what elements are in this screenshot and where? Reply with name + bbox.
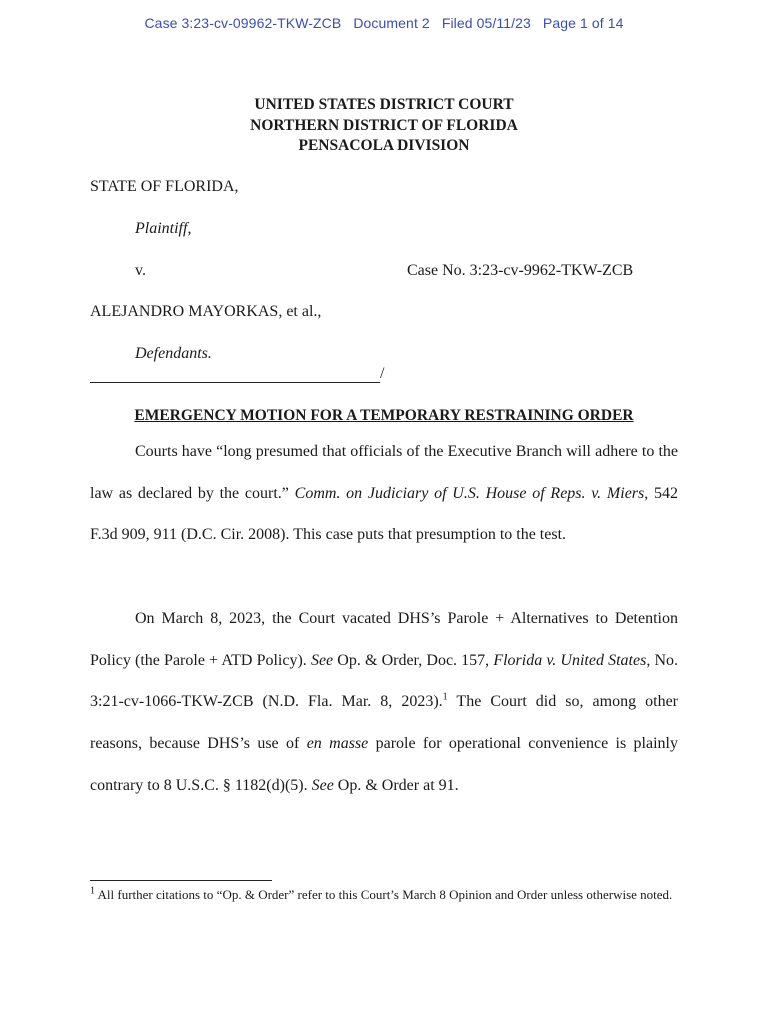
paragraph-2-text-c: , No. 3:21-cv-1066-TKW-ZCB (N.D. Fla. Mar. 8, 2023). <box>90 651 679 711</box>
paragraph-2-text-f: Op. & Order at 91. <box>333 776 459 794</box>
footnote-1 <box>90 886 678 903</box>
plaintiff-role: Plaintiff, <box>135 220 192 237</box>
paragraph-1-text-a: Courts have “long presumed that officials of the Executive Branch will adhere to the law as declared by the court.” <box>90 443 678 502</box>
paragraph-2-text-a: On March 8, 2023, the Court vacated DHS’s Parole + Alternatives to Detention Policy (the Parole + ATD Policy). <box>90 610 678 669</box>
plaintiff-name: STATE OF FLORIDA, <box>90 178 239 195</box>
header-page-number: Page 1 of 14 <box>542 15 624 31</box>
defendant-name: ALEJANDRO MAYORKAS, et al., <box>90 303 322 320</box>
court-district: NORTHERN DISTRICT OF FLORIDA <box>250 116 518 134</box>
motion-title: EMERGENCY MOTION FOR A TEMPORARY RESTRAINING ORDER <box>134 407 634 424</box>
paragraph-1-text-b: , 542 F.3d 909, 911 (D.C. Cir. 2008). This case puts that presumption to the test. <box>90 484 679 544</box>
court-heading <box>0 95 768 157</box>
caption-rule <box>90 382 380 383</box>
case-number: Case No. 3:23-cv-9962-TKW-ZCB <box>407 262 634 279</box>
caption-slash: / <box>380 365 385 382</box>
paragraph-2-text-e: parole for operational convenience is plainly contrary to 8 U.S.C. § 1182(d)(5). <box>90 735 678 794</box>
court-division: PENSACOLA DIVISION <box>298 137 470 154</box>
footnote-reference: 1 <box>442 692 448 704</box>
versus: v. <box>135 262 146 279</box>
paragraph-2-text-b: Op. & Order, Doc. 157, <box>333 651 494 669</box>
header-case-number: Case 3:23-cv-09962-TKW-ZCB <box>144 15 342 31</box>
header-document-number: Document 2 <box>353 15 430 31</box>
citation-florida-v-us: Florida v. United States <box>493 651 647 669</box>
signal-see-1: See <box>310 651 334 669</box>
footnote-text: All further citations to “Op. & Order” refer to this Court’s March 8 Opinion and Order unless otherwise noted. <box>95 887 673 902</box>
header-filed-date: Filed 05/11/23 <box>441 15 531 31</box>
court-name: UNITED STATES DISTRICT COURT <box>254 96 514 113</box>
paragraph-2-text-d: The Court did so, among other reasons, because DHS’s use of <box>90 693 678 753</box>
paragraph-1 <box>90 431 678 556</box>
ecf-header <box>0 15 768 31</box>
footnote-number: 1 <box>90 885 95 897</box>
citation-miers: Comm. on Judiciary of U.S. House of Reps. v. Miers <box>294 484 645 502</box>
paragraph-2 <box>90 598 678 807</box>
defendant-role: Defendants. <box>135 345 212 362</box>
signal-see-2: See <box>311 776 334 794</box>
phrase-en-masse: en masse <box>306 735 369 753</box>
footnote-rule <box>90 880 272 881</box>
